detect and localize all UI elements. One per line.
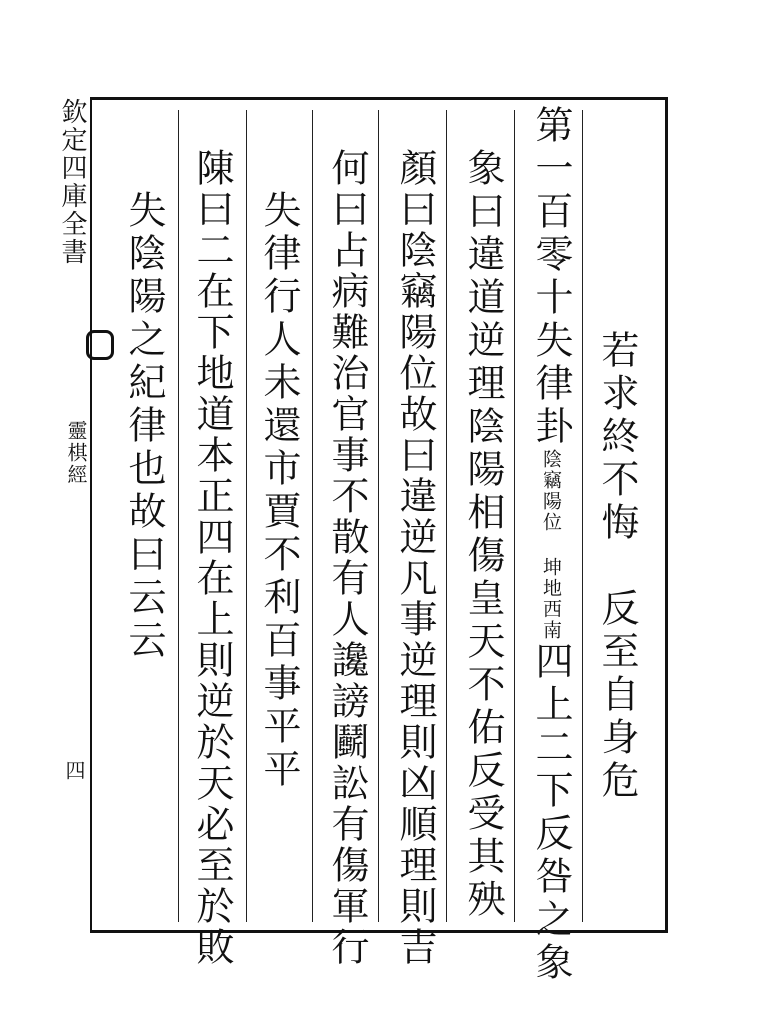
margin-title: 欽定四庫全書 bbox=[57, 98, 87, 266]
hexagram-title-tail: 四上二下反咎之象 bbox=[529, 641, 573, 985]
column-rule bbox=[312, 110, 313, 922]
hexagram-note: 陰竊陽位 坤地西南 bbox=[540, 449, 562, 641]
hexagram-title: 第一百零十失律卦 bbox=[529, 105, 573, 449]
text-column-4: 顏曰陰竊陽位故曰違逆凡事逆理則凶順理則吉 bbox=[393, 148, 437, 968]
text-column-5: 何曰占病難治官事不散有人讒謗鬬訟有傷軍行 bbox=[325, 148, 369, 968]
text-column-7: 陳曰二在下地道本正四在上則逆於天必至於敗 bbox=[190, 148, 234, 968]
column-rule bbox=[514, 110, 515, 922]
verse-column: 若求終不悔 反至自身危 bbox=[595, 330, 639, 803]
column-rule bbox=[178, 110, 179, 922]
column-rule bbox=[246, 110, 247, 922]
text-column-6: 失律行人未還市賈不利百事平平 bbox=[257, 190, 301, 792]
column-rule bbox=[446, 110, 447, 922]
margin-book-name: 靈棋經 bbox=[64, 420, 88, 486]
column-rule bbox=[582, 110, 583, 922]
text-column-3: 象曰違道逆理陰陽相傷皇天不佑反受其殃 bbox=[461, 148, 505, 922]
fish-tail-mark bbox=[86, 330, 114, 360]
text-column-8: 失陰陽之紀律也故曰云云 bbox=[122, 190, 166, 663]
column-rule bbox=[378, 110, 379, 922]
page-number: 四 bbox=[62, 760, 86, 780]
hexagram-title-column bbox=[529, 105, 573, 985]
